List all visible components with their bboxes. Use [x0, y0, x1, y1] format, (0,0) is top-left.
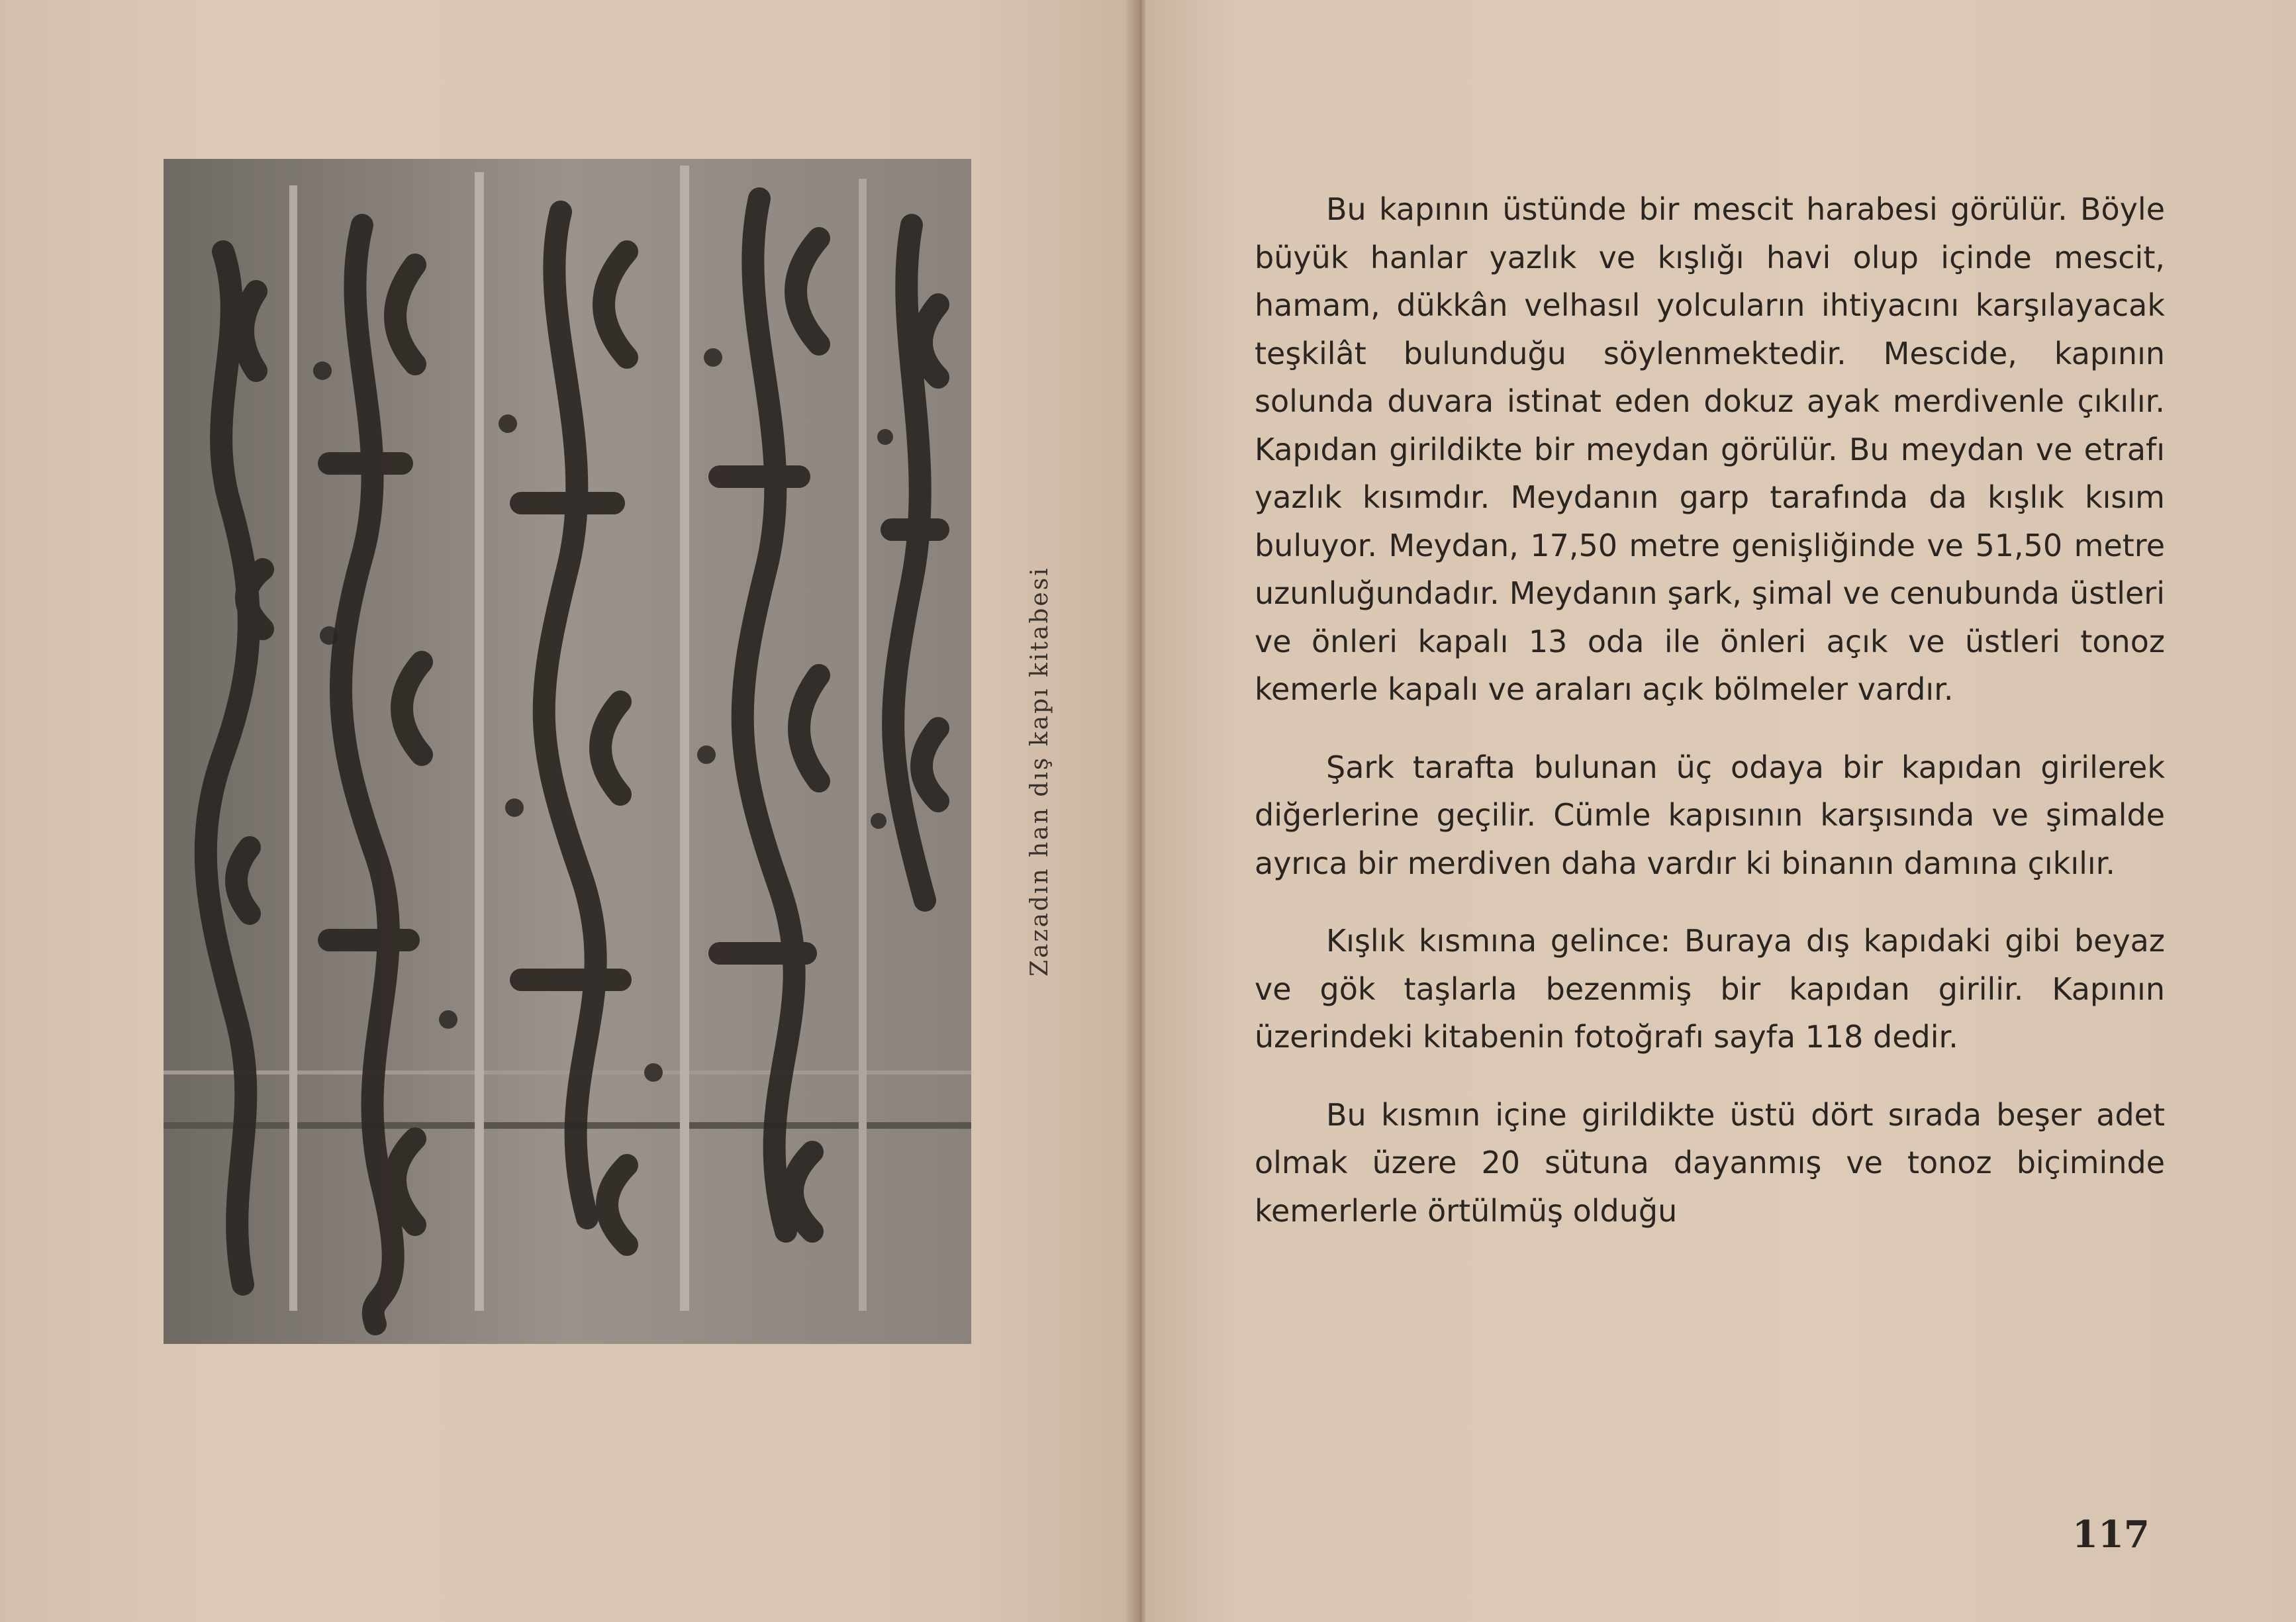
calligraphy-image-icon: [164, 159, 971, 1344]
page-number: 117: [2072, 1513, 2150, 1556]
body-text: [1255, 185, 2165, 1235]
inscription-photo: [164, 159, 971, 1344]
paragraph-1: Bu kapının üstünde bir mescit harabesi görülür. Böyle büyük hanlar yazlık ve kışlığı havi olup içinde mescit, hamam, dükkân velhasıl yolcuların ihtiyacını karşılayacak teşkilât bulunduğu söylenmektedir. Mescide, kapının solunda duvara istinat eden dokuz ayak merdivenle çıkılır. Kapıdan girildikte bir meydan görülür. Bu meydan ve etrafı yazlık kısımdır. Meydanın garp tarafında da kışlık kısım buluyor. Meydan, 17,50 metre genişliğinde ve 51,50 metre uzunluğundadır. Meydanın şark, şimal ve cenubunda üstleri ve önleri kapalı 13 oda ile önleri açık ve üstleri tonoz kemerle kapalı ve araları açık bölmeler vardır.: [1255, 191, 2165, 707]
left-page: [0, 0, 1135, 1622]
paragraph-3: Kışlık kısmına gelince: Buraya dış kapıdaki gibi beyaz ve gök taşlarla bezenmiş bir kapıdan girilir. Kapının üzerindeki kitabenin fotoğrafı sayfa 118 dedir.: [1255, 923, 2165, 1055]
figure-caption-text: Zazadın han dış kapı kitabesi: [1026, 566, 1053, 977]
paragraph-4: Bu kısmın içine girildikte üstü dört sırada beşer adet olmak üzere 20 sütuna dayanmış ve tonoz biçiminde kemerlerle örtülmüş olduğu: [1255, 1096, 2165, 1229]
paragraph-2: Şark tarafta bulunan üç odaya bir kapıdan girilerek diğerlerine geçilir. Cümle kapısının karşısında ve şimalde ayrıca bir merdiven daha vardır ki binanın damına çıkılır.: [1255, 749, 2165, 881]
